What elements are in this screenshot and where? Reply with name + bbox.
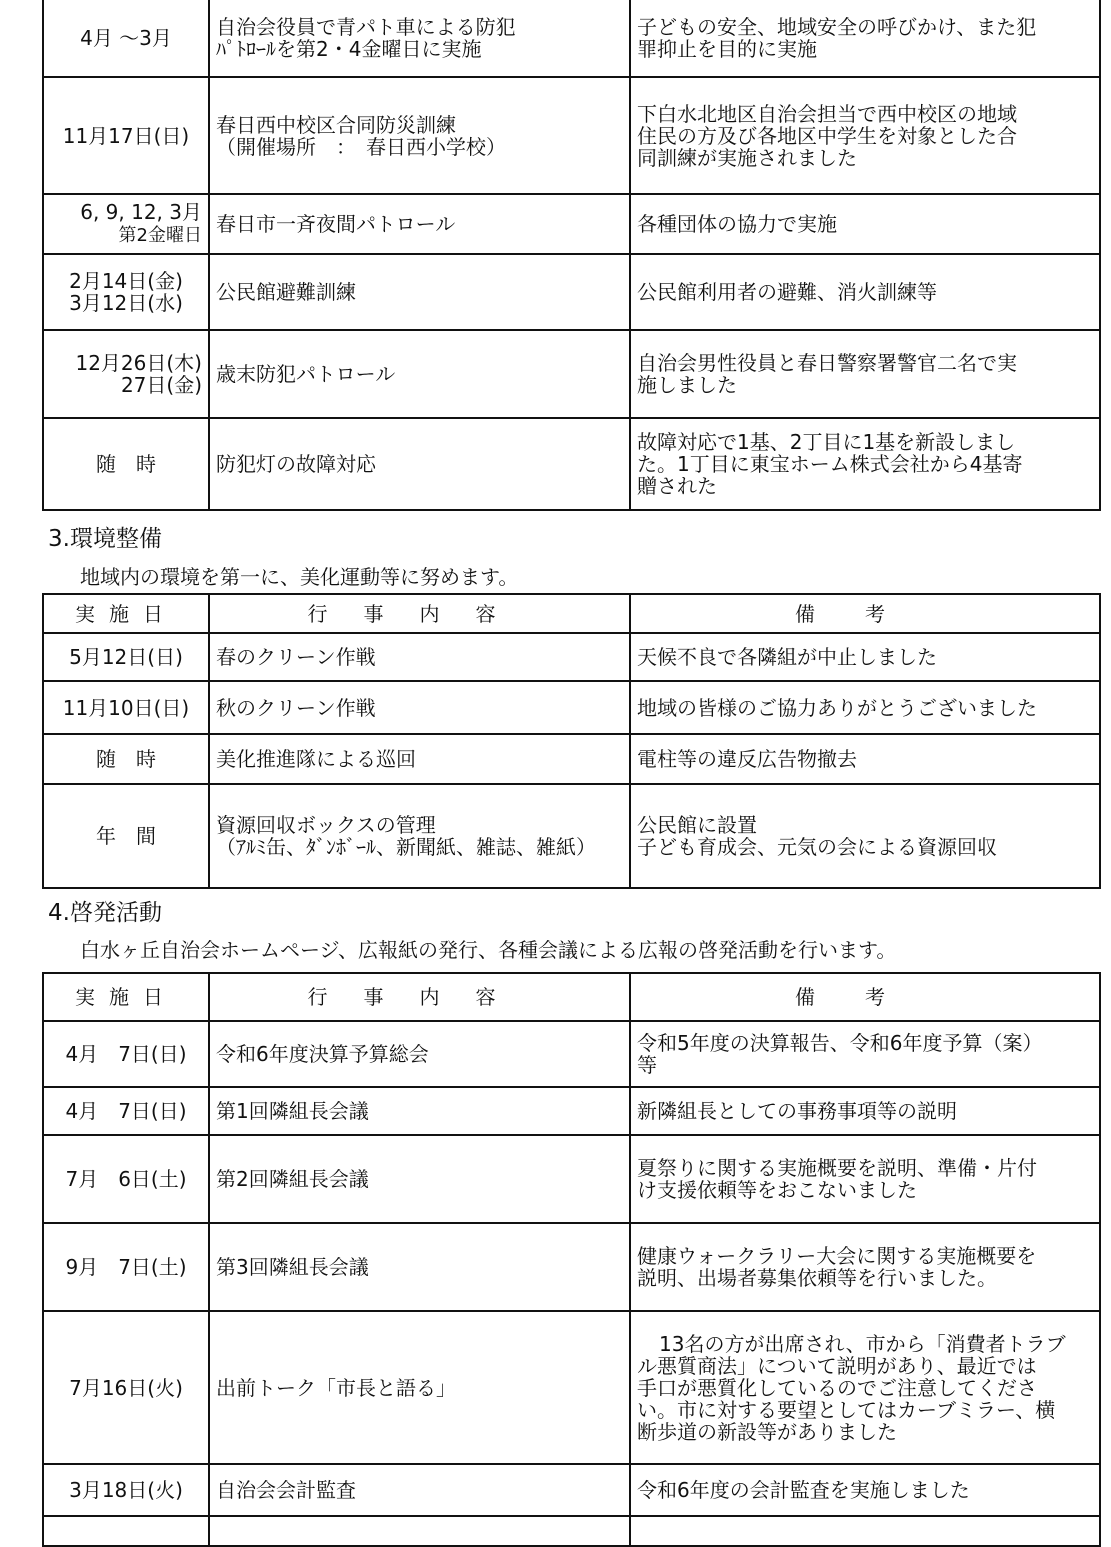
date-cell: 12月26日(木) 27日(金) [43, 330, 209, 418]
table-row [43, 1311, 1100, 1464]
date-cell: 7月16日(火) [43, 1311, 209, 1464]
environment-table [42, 593, 1101, 889]
date-cell [43, 1516, 209, 1546]
awareness-table [42, 972, 1101, 1547]
notes-cell: 13名の方が出席され、市から「消費者トラブ ル悪質商法」について説明があり、最近では 手口が悪質化しているのでご注意してくださ い。市に対する要望としてはカーブミラー、横 断歩道の新設等がありました [630, 1311, 1100, 1464]
notes-cell: 下白水北地区自治会担当で西中校区の地域 住民の方及び各地区中学生を対象とした合 同訓練が実施されました [630, 77, 1100, 194]
table-row [43, 1516, 1100, 1546]
activity-cell: 防犯灯の故障対応 [209, 418, 630, 510]
activity-cell [209, 1516, 630, 1546]
table-row [43, 681, 1100, 734]
notes-cell: 故障対応で1基、2丁目に1基を新設しまし た。1丁目に東宝ホーム株式会社から4基寄 贈された [630, 418, 1100, 510]
activity-cell: 秋のクリーン作戦 [209, 681, 630, 734]
section-intro: 白水ヶ丘自治会ホームページ、広報紙の発行、各種会議による広報の啓発活動を行います。 [80, 938, 897, 962]
activity-cell: 春のクリーン作戦 [209, 633, 630, 681]
table-row [43, 330, 1100, 418]
section-heading-awareness: 4.啓発活動 [48, 900, 162, 926]
activity-cell: 第3回隣組長会議 [209, 1223, 630, 1311]
date-cell: 5月12日(日) [43, 633, 209, 681]
safety-activities-table [42, 0, 1101, 511]
notes-cell [630, 1516, 1100, 1546]
date-cell: 7月 6日(土) [43, 1135, 209, 1223]
date-cell: 11月17日(日) [43, 77, 209, 194]
activity-cell: 歳末防犯パトロール [209, 330, 630, 418]
activity-cell: 出前トーク「市長と語る」 [209, 1311, 630, 1464]
activity-cell: 第1回隣組長会議 [209, 1087, 630, 1135]
header-notes: 備考 [630, 973, 1100, 1021]
date-cell: 随 時 [43, 734, 209, 784]
notes-cell: 公民館に設置 子ども育成会、元気の会による資源回収 [630, 784, 1100, 888]
notes-cell: 地域の皆様のご協力ありがとうございました [630, 681, 1100, 734]
table-row [43, 1223, 1100, 1311]
table-row [43, 1021, 1100, 1087]
activity-cell: 公民館避難訓練 [209, 254, 630, 330]
table-row [43, 1464, 1100, 1516]
header-notes: 備考 [630, 594, 1100, 633]
notes-cell: 健康ウォークラリー大会に関する実施概要を 説明、出場者募集依頼等を行いました。 [630, 1223, 1100, 1311]
table-row [43, 1087, 1100, 1135]
notes-cell: 公民館利用者の避難、消火訓練等 [630, 254, 1100, 330]
activity-cell: 令和6年度決算予算総会 [209, 1021, 630, 1087]
header-activity: 行事内容 [209, 594, 630, 633]
notes-cell: 夏祭りに関する実施概要を説明、準備・片付 け支援依頼等をおこないました [630, 1135, 1100, 1223]
notes-cell: 令和5年度の決算報告、令和6年度予算（案） 等 [630, 1021, 1100, 1087]
table-header-row [43, 594, 1100, 633]
table-row [43, 254, 1100, 330]
header-activity: 行事内容 [209, 973, 630, 1021]
activity-cell: 自治会役員で青パト車による防犯 ﾊﾟﾄﾛｰﾙを第2・4金曜日に実施 [209, 0, 630, 77]
table-row [43, 77, 1100, 194]
notes-cell: 子どもの安全、地域安全の呼びかけ、また犯 罪抑止を目的に実施 [630, 0, 1100, 77]
date-cell: 4月 7日(日) [43, 1021, 209, 1087]
table-row [43, 418, 1100, 510]
table-row [43, 734, 1100, 784]
date-cell: 4月 ～3月 [43, 0, 209, 77]
table-row [43, 1135, 1100, 1223]
notes-cell: 新隣組長としての事務事項等の説明 [630, 1087, 1100, 1135]
table-header-row [43, 973, 1100, 1021]
date-cell: 6, 9, 12, 3月 第2金曜日 [43, 194, 209, 254]
section-heading-environment: 3.環境整備 [48, 526, 162, 552]
date-cell: 9月 7日(土) [43, 1223, 209, 1311]
notes-cell: 令和6年度の会計監査を実施しました [630, 1464, 1100, 1516]
date-cell: 年 間 [43, 784, 209, 888]
activity-cell: 美化推進隊による巡回 [209, 734, 630, 784]
header-date: 実施日 [43, 973, 209, 1021]
table-row [43, 0, 1100, 77]
table-row [43, 784, 1100, 888]
date-cell: 4月 7日(日) [43, 1087, 209, 1135]
section-intro: 地域内の環境を第一に、美化運動等に努めます。 [80, 565, 519, 589]
header-date: 実施日 [43, 594, 209, 633]
table-row [43, 633, 1100, 681]
notes-cell: 各種団体の協力で実施 [630, 194, 1100, 254]
table-row [43, 194, 1100, 254]
date-cell: 11月10日(日) [43, 681, 209, 734]
activity-cell: 春日市一斉夜間パトロール [209, 194, 630, 254]
notes-cell: 天候不良で各隣組が中止しました [630, 633, 1100, 681]
notes-cell: 電柱等の違反広告物撤去 [630, 734, 1100, 784]
activity-cell: 資源回収ボックスの管理 （ｱﾙﾐ缶、ﾀﾞﾝﾎﾞｰﾙ、新聞紙、雑誌、雑紙） [209, 784, 630, 888]
activity-cell: 第2回隣組長会議 [209, 1135, 630, 1223]
activity-cell: 春日西中校区合同防災訓練 （開催場所 ： 春日西小学校） [209, 77, 630, 194]
date-cell: 2月14日(金) 3月12日(水) [43, 254, 209, 330]
date-cell: 3月18日(火) [43, 1464, 209, 1516]
activity-cell: 自治会会計監査 [209, 1464, 630, 1516]
notes-cell: 自治会男性役員と春日警察署警官二名で実 施しました [630, 330, 1100, 418]
date-cell: 随 時 [43, 418, 209, 510]
